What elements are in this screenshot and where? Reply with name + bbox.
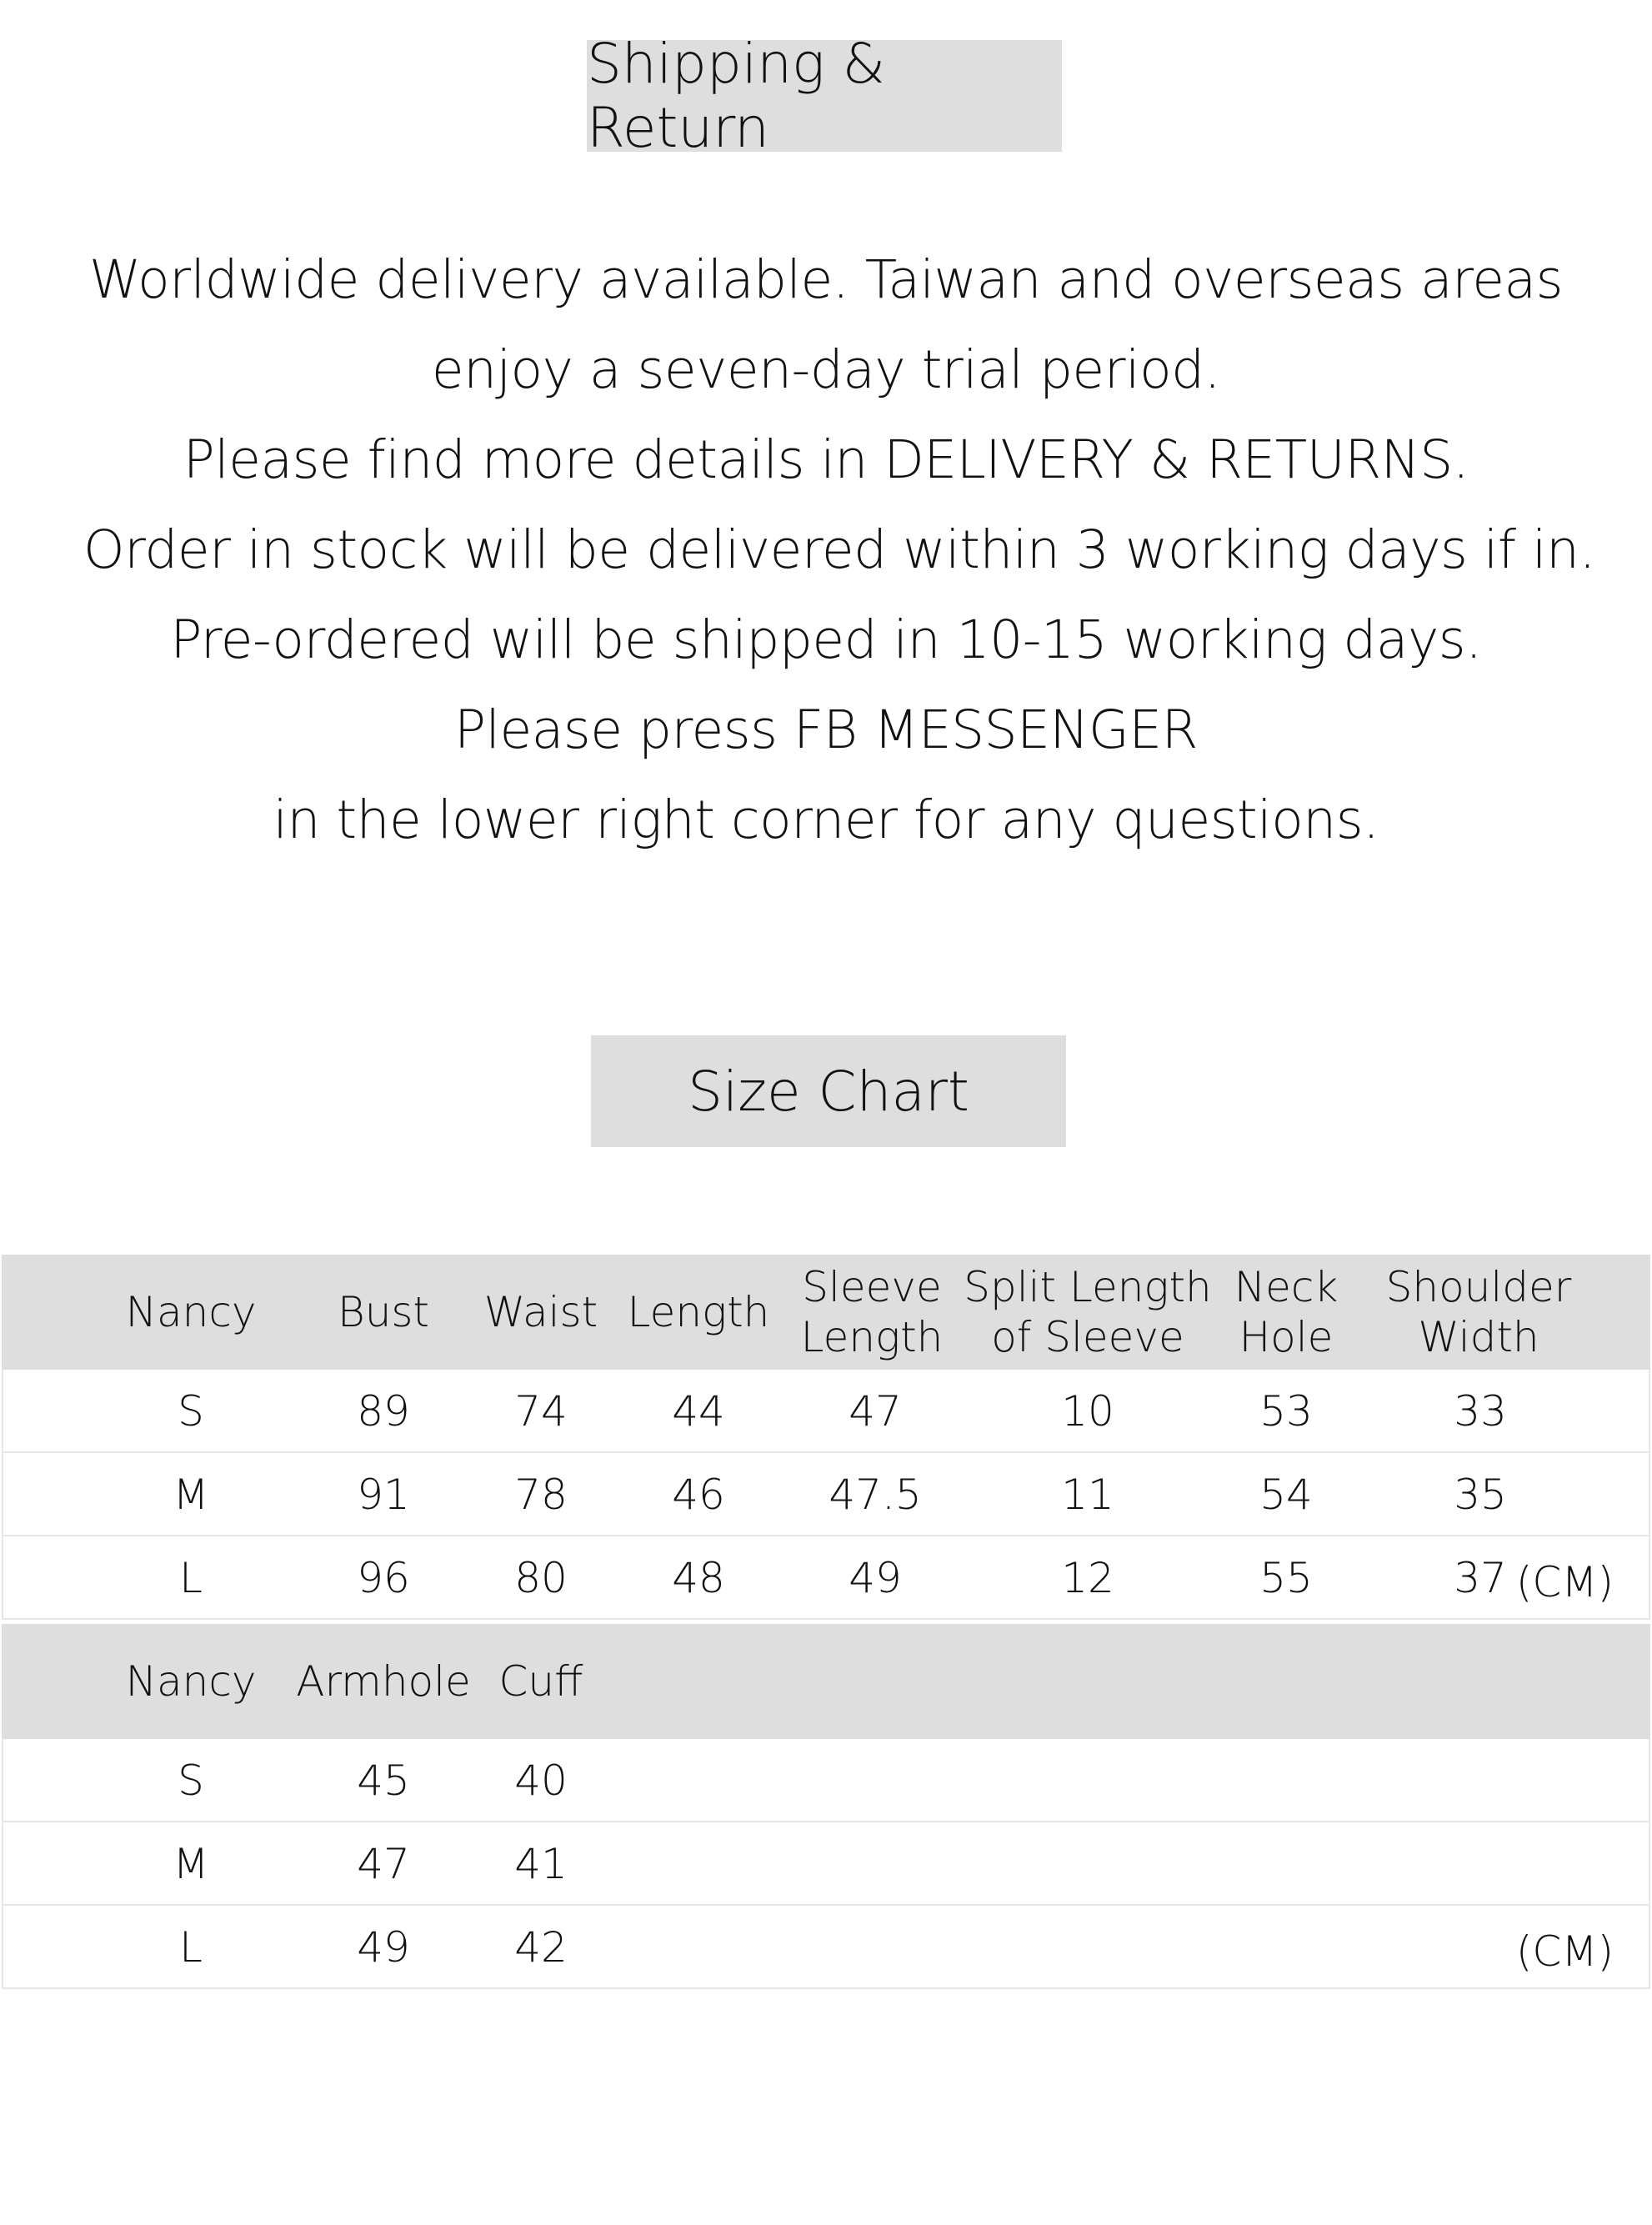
shoulder-width-cell: 33: [1454, 1387, 1507, 1436]
shipping-return-heading: [587, 32, 1062, 160]
split-length-cell: 10: [1061, 1387, 1114, 1436]
header-armhole: Armhole: [296, 1657, 471, 1706]
size-table-secondary: [2, 1624, 1650, 1989]
length-cell: 46: [672, 1471, 725, 1519]
header-cuff: Cuff: [498, 1657, 583, 1706]
header-bust: Bust: [337, 1288, 430, 1336]
size-cell: L: [179, 1923, 203, 1972]
shipping-return-title: Shipping & Return: [587, 32, 886, 160]
header-split-length-of-sleeve: Split Length of Sleeve: [964, 1263, 1212, 1361]
table-row: [3, 1822, 1649, 1906]
bust-cell: 89: [357, 1387, 410, 1436]
cuff-cell: 41: [514, 1840, 568, 1888]
table-row: [3, 1739, 1649, 1822]
header-sleeve-length: Sleeve Length: [800, 1263, 944, 1361]
size-chart-heading: [591, 1035, 1066, 1147]
shoulder-width-cell: 37: [1454, 1554, 1507, 1602]
unit-label: (CM): [1515, 1927, 1614, 1976]
sleeve-length-cell: 47.5: [829, 1471, 922, 1519]
shipping-info-line: Please press FB MESSENGER: [454, 699, 1198, 760]
shipping-info-line: Pre-ordered will be shipped in 10-15 working days.: [170, 609, 1482, 670]
armhole-cell: 47: [357, 1840, 410, 1888]
split-length-cell: 12: [1061, 1554, 1114, 1602]
header-waist: Waist: [483, 1288, 598, 1336]
shipping-info-line: Please find more details in DELIVERY & RETURNS.: [183, 429, 1469, 490]
table-row: [3, 1453, 1649, 1536]
shipping-info-line: in the lower right corner for any questions.: [273, 789, 1379, 850]
waist-cell: 78: [514, 1471, 568, 1519]
table-row: [3, 1536, 1649, 1620]
header-nancy: Nancy: [125, 1288, 257, 1336]
size-cell: M: [173, 1471, 209, 1519]
size-cell: M: [173, 1840, 209, 1888]
header-length: Length: [627, 1288, 770, 1336]
neck-hole-cell: 55: [1259, 1554, 1313, 1602]
shipping-info-text: [83, 235, 1596, 865]
sleeve-length-cell: 47: [849, 1387, 902, 1436]
table-header-row: [2, 1624, 1650, 1739]
table-row: [3, 1370, 1649, 1453]
unit-label: (CM): [1515, 1558, 1614, 1606]
header-nancy: Nancy: [125, 1657, 257, 1706]
size-cell: L: [179, 1554, 203, 1602]
shipping-info-line: Worldwide delivery available. Taiwan and overseas areas: [89, 249, 1563, 310]
bust-cell: 96: [357, 1554, 410, 1602]
length-cell: 44: [672, 1387, 725, 1436]
size-cell: S: [178, 1387, 204, 1436]
header-neck-hole: Neck Hole: [1234, 1263, 1339, 1361]
header-shoulder-width: Shoulder Width: [1385, 1263, 1572, 1361]
armhole-cell: 45: [357, 1756, 410, 1805]
size-cell: S: [178, 1756, 204, 1805]
size-table-main: [2, 1255, 1650, 1620]
waist-cell: 80: [514, 1554, 568, 1602]
length-cell: 48: [672, 1554, 725, 1602]
table-row: [3, 1906, 1649, 1989]
table-header-row: [2, 1255, 1650, 1370]
split-length-cell: 11: [1061, 1471, 1114, 1519]
waist-cell: 74: [514, 1387, 568, 1436]
shipping-info-line: enjoy a seven-day trial period.: [431, 339, 1221, 400]
cuff-cell: 42: [514, 1923, 568, 1972]
armhole-cell: 49: [357, 1923, 410, 1972]
size-chart-title: Size Chart: [688, 1059, 969, 1124]
neck-hole-cell: 53: [1259, 1387, 1313, 1436]
cuff-cell: 40: [514, 1756, 568, 1805]
neck-hole-cell: 54: [1259, 1471, 1313, 1519]
shipping-info-line: Order in stock will be delivered within 3 working days if in.: [83, 519, 1596, 580]
shoulder-width-cell: 35: [1454, 1471, 1507, 1519]
bust-cell: 91: [357, 1471, 410, 1519]
sleeve-length-cell: 49: [849, 1554, 902, 1602]
